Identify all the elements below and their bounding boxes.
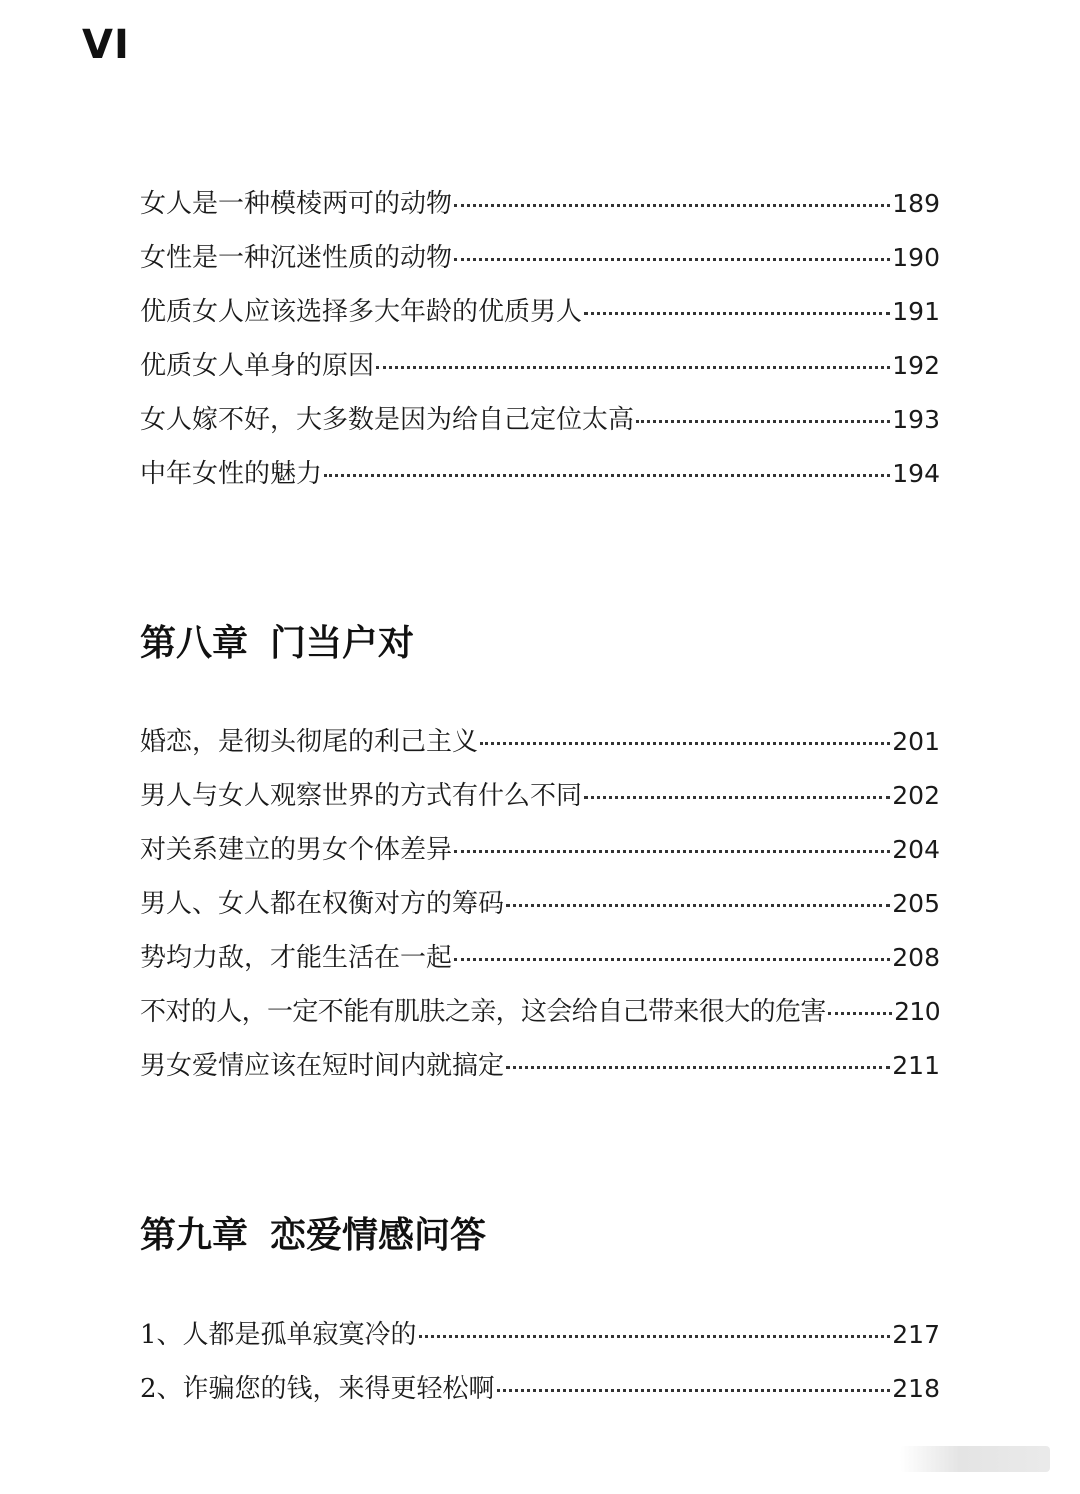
toc-entry-page: 191: [892, 297, 940, 326]
toc-entry[interactable]: [140, 931, 940, 985]
toc-entry[interactable]: [140, 231, 940, 285]
toc-entry-page: 211: [892, 1051, 940, 1080]
toc-entry-page: 217: [892, 1320, 940, 1349]
chapter-title: 恋爱情感问答: [270, 1215, 487, 1256]
toc-entry[interactable]: [140, 1362, 940, 1416]
toc-entry[interactable]: [140, 285, 940, 339]
toc-entry[interactable]: [140, 769, 940, 823]
chapter-heading: [140, 615, 414, 666]
dot-leader: [419, 1335, 891, 1338]
chapter-number: 第八章: [140, 623, 249, 664]
dot-leader: [376, 366, 890, 369]
dot-leader: [497, 1389, 891, 1392]
chapter-title: 门当户对: [270, 623, 415, 664]
toc-entry-page: 190: [892, 243, 940, 272]
toc-entry-page: 218: [892, 1374, 940, 1403]
toc-entry-page: 201: [892, 727, 940, 756]
page-number: VI: [82, 22, 130, 68]
toc-section-continued: [140, 177, 940, 501]
toc-entry-title: 女人是一种模棱两可的动物: [140, 189, 453, 219]
dot-leader: [454, 204, 890, 207]
toc-entry-page: 192: [892, 351, 940, 380]
dot-leader: [506, 904, 890, 907]
toc-entry-page: 193: [892, 405, 940, 434]
toc-entry[interactable]: [140, 339, 940, 393]
toc-entry[interactable]: [140, 985, 940, 1039]
toc-entry-title: 男人、女人都在权衡对方的筹码: [140, 889, 505, 919]
toc-entry-page: 210: [894, 997, 940, 1026]
toc-entry-title: 男人与女人观察世界的方式有什么不同: [140, 781, 583, 811]
dot-leader: [324, 474, 890, 477]
toc-entry-title: 女性是一种沉迷性质的动物: [140, 243, 453, 273]
dot-leader: [506, 1066, 890, 1069]
toc-entry-title: 1、人都是孤单寂寞冷的: [140, 1320, 417, 1350]
toc-entry-title: 不对的人，一定不能有肌肤之亲，这会给自己带来很大的危害: [140, 997, 826, 1027]
toc-entry[interactable]: [140, 823, 940, 877]
toc-entry-title: 优质女人应该选择多大年龄的优质男人: [140, 297, 583, 327]
dot-leader: [454, 258, 890, 261]
toc-entry-title: 中年女性的魅力: [140, 459, 323, 489]
toc-entry-title: 优质女人单身的原因: [140, 351, 375, 381]
watermark: [900, 1446, 1050, 1472]
toc-entry-title: 女人嫁不好，大多数是因为给自己定位太高: [140, 405, 635, 435]
toc-entry-title: 对关系建立的男女个体差异: [140, 835, 453, 865]
toc-entry-title: 2、诈骗您的钱，来得更轻松啊: [140, 1374, 495, 1404]
dot-leader: [454, 958, 890, 961]
toc-entry[interactable]: [140, 1039, 940, 1093]
toc-entry[interactable]: [140, 715, 940, 769]
chapter-number: 第九章: [140, 1215, 249, 1256]
toc-section-chapter-9: [140, 1308, 940, 1416]
dot-leader: [584, 312, 890, 315]
dot-leader: [636, 420, 890, 423]
toc-entry[interactable]: [140, 1308, 940, 1362]
toc-entry-title: 势均力敌，才能生活在一起: [140, 943, 453, 973]
dot-leader: [454, 850, 890, 853]
toc-entry-title: 男女爱情应该在短时间内就搞定: [140, 1051, 505, 1081]
toc-entry-page: 202: [892, 781, 940, 810]
toc-entry-page: 205: [892, 889, 940, 918]
toc-entry[interactable]: [140, 393, 940, 447]
toc-entry-page: 189: [892, 189, 940, 218]
toc-section-chapter-8: [140, 715, 940, 1093]
toc-entry-title: 婚恋，是彻头彻尾的利己主义: [140, 727, 479, 757]
toc-entry-page: 194: [892, 459, 940, 488]
toc-entry[interactable]: [140, 877, 940, 931]
toc-entry[interactable]: [140, 177, 940, 231]
toc-entry-page: 204: [892, 835, 940, 864]
toc-entry[interactable]: [140, 447, 940, 501]
dot-leader: [828, 1012, 892, 1015]
toc-entry-page: 208: [892, 943, 940, 972]
dot-leader: [480, 742, 890, 745]
chapter-heading: [140, 1207, 486, 1258]
dot-leader: [584, 796, 890, 799]
